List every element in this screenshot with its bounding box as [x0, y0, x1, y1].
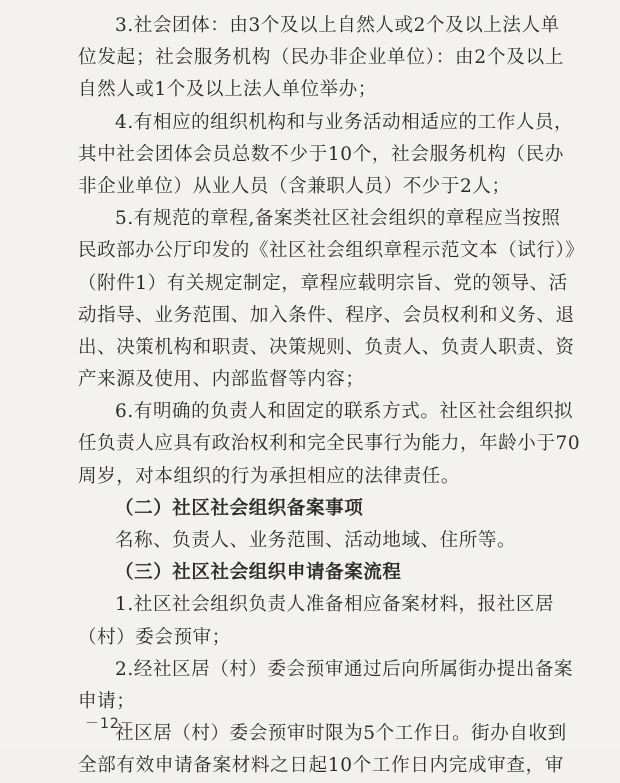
text-line: 申请；	[78, 690, 136, 712]
text-line: 3.社会团体：由3个及以上自然人或2个及以上法人单	[115, 15, 560, 36]
page-number: －12－	[85, 716, 135, 732]
text-line: （村）委会预审；	[78, 626, 231, 648]
text-line: 2.经社区居（村）委会预审通过后向所属街办提出备案	[115, 658, 574, 680]
text-line: 民政部办公厅印发的《社区社会组织章程示范文本（试行）》	[78, 240, 585, 262]
text-line: 出、决策机构和职责、决策规则、负责人、负责人职责、资	[78, 336, 575, 358]
text-line: （附件1）有关规定制定，章程应载明宗旨、党的领导、活	[78, 272, 568, 294]
text-line: 全部有效申请备案材料之日起10个工作日内完成审查，审	[78, 755, 564, 777]
body-text	[78, 10, 585, 783]
text-line: 位发起；社会服务机构（民办非企业单位）：由2个及以上	[78, 47, 564, 69]
text-line: 非企业单位）从业人员（含兼职人员）不少于2人；	[78, 175, 511, 197]
text-line: 产来源及使用、内部监督等内容；	[78, 369, 365, 391]
section-heading: （二）社区社会组织备案事项	[115, 497, 364, 519]
text-line: 5.有规范的章程,备案类社区社会组织的章程应当按照	[115, 208, 561, 230]
text-line: 名称、负责人、业务范围、活动地域、住所等。	[115, 530, 517, 551]
text-line: 自然人或1个及以上法人单位举办；	[78, 79, 377, 101]
text-line: 4.有相应的组织机构和与业务活动相适应的工作人员，	[115, 111, 574, 133]
text-line: 其中社会团体会员总数不少于10个，社会服务机构（民办	[78, 143, 564, 165]
text-line: 1.社区社会组织负责人准备相应备案材料，报社区居	[115, 594, 555, 616]
section-heading: （三）社区社会组织申请备案流程	[115, 562, 402, 584]
text-line: 任负责人应具有政治权利和完全民事行为能力，年龄小于70	[78, 433, 581, 455]
text-line: 6.有明确的负责人和固定的联系方式。社区社会组织拟	[115, 401, 574, 423]
text-line: 动指导、业务范围、加入条件、程序、会员权利和义务、退	[78, 304, 575, 326]
text-line: 周岁，对本组织的行为承担相应的法律责任。	[78, 465, 461, 487]
text-line: 社区居（村）委会预审时限为5个工作日。街办自收到	[115, 723, 567, 745]
